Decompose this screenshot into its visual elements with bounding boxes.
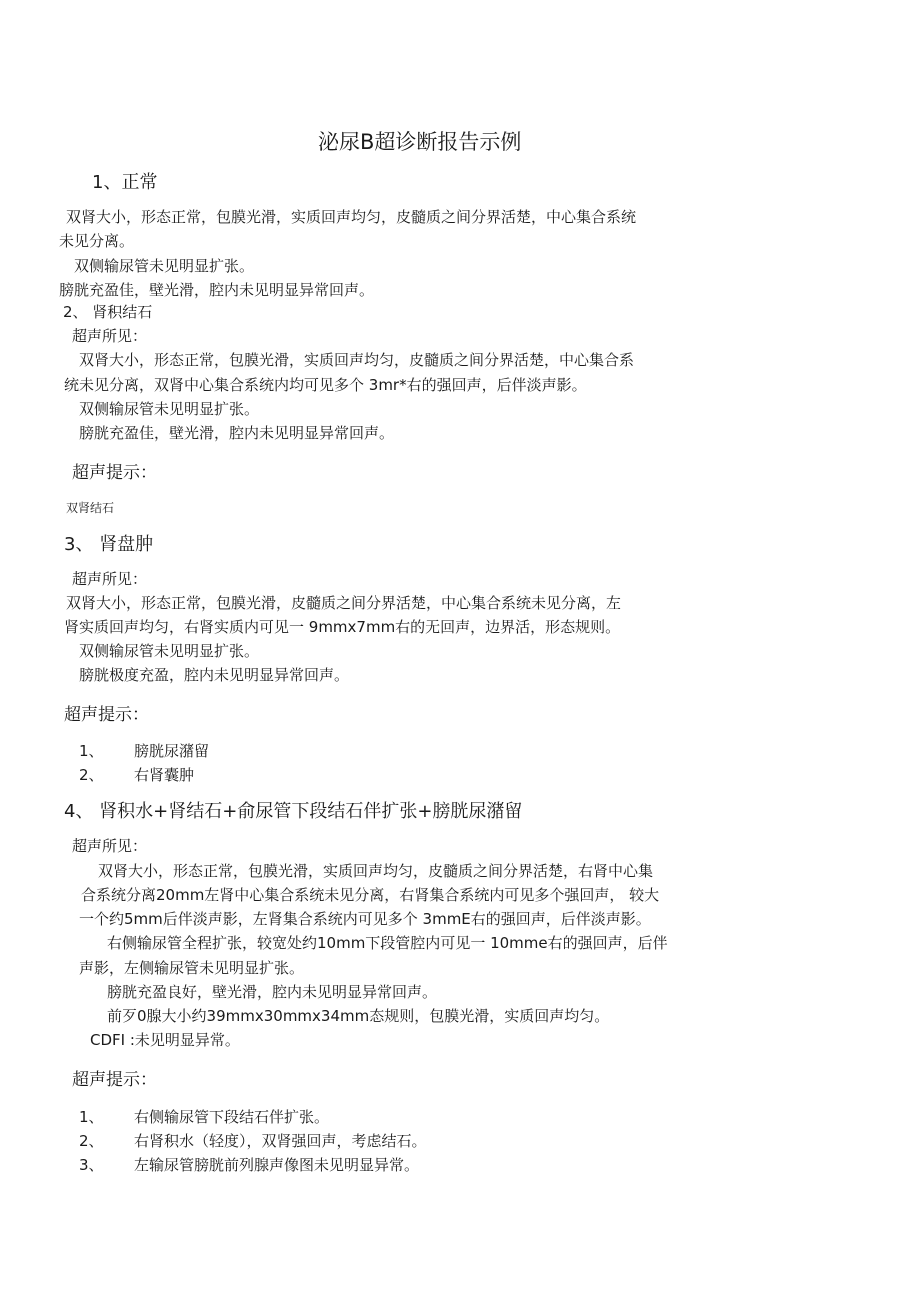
paragraph: 统未见分离，双肾中心集合系统内均可见多个 3mr*右的强回声，后伴淡声影。 xyxy=(64,376,587,394)
paragraph: 膀胱极度充盈，腔内未见明显异常回声。 xyxy=(79,666,350,684)
list-item: 膀胱尿潴留 xyxy=(134,742,210,760)
paragraph: 双侧输尿管未见明显扩张。 xyxy=(79,642,260,660)
list-item: 右侧输尿管下段结石伴扩张。 xyxy=(134,1108,330,1126)
list-item: 右肾囊肿 xyxy=(134,766,195,784)
list-item: 右肾积水（轻度），双肾强回声，考虑结石。 xyxy=(134,1132,427,1150)
hint-label: 超声提示： xyxy=(64,705,149,725)
hint-text: 双肾结石 xyxy=(66,501,115,515)
paragraph: 声影，左侧输尿管未见明显扩张。 xyxy=(79,959,305,977)
paragraph: 未见分离。 xyxy=(59,232,135,250)
section-2-heading: 2、 肾积结石 xyxy=(63,303,153,321)
findings-label: 超声所见： xyxy=(72,837,148,855)
list-number: 2、 xyxy=(79,1132,104,1150)
paragraph: 双侧输尿管未见明显扩张。 xyxy=(79,400,260,418)
section-4-heading: 4、 肾积水+肾结石+俞尿管下段结石伴扩张+膀胱尿潴留 xyxy=(64,801,523,822)
paragraph: CDFI :未见明显异常。 xyxy=(90,1031,240,1049)
paragraph: 右侧输尿管全程扩张，较宽处约10mm下段管腔内可见一 10mme右的强回声，后伴 xyxy=(107,934,668,952)
page-title: 泌尿B超诊断报告示例 xyxy=(318,130,522,154)
paragraph: 双肾大小，形态正常，包膜光滑，实质回声均匀，皮髓质之间分界活楚，中心集合系 xyxy=(79,351,635,369)
paragraph: 双肾大小，形态正常，包膜光滑，实质回声均匀，皮髓质之间分界活楚，右肾中心集 xyxy=(98,862,654,880)
paragraph: 膀胱充盈良好，壁光滑，腔内未见明显异常回声。 xyxy=(107,983,438,1001)
hint-label: 超声提示： xyxy=(72,463,157,483)
paragraph: 一个约5mm后伴淡声影，左肾集合系统内可见多个 3mmE右的强回声，后伴淡声影。 xyxy=(79,910,651,928)
list-item: 左输尿管膀胱前列腺声像图未见明显异常。 xyxy=(134,1156,420,1174)
section-3-heading: 3、 肾盘肿 xyxy=(64,534,154,555)
section-1-heading: 1、正常 xyxy=(92,172,158,193)
list-number: 2、 xyxy=(79,766,104,784)
paragraph: 双肾大小，形态正常，包膜光滑，实质回声均匀，皮髓质之间分界活楚，中心集合系统 xyxy=(66,208,637,226)
paragraph: 合系统分离20mm左肾中心集合系统未见分离，右肾集合系统内可见多个强回声， 较大 xyxy=(81,886,660,904)
list-number: 1、 xyxy=(79,742,104,760)
paragraph: 双侧输尿管未见明显扩张。 xyxy=(74,257,255,275)
findings-label: 超声所见： xyxy=(72,570,148,588)
paragraph: 肾实质回声均匀，右肾实质内可见一 9mmx7mm右的无回声，边界活，形态规则。 xyxy=(64,618,621,636)
list-number: 1、 xyxy=(79,1108,104,1126)
paragraph: 前歹0腺大小约39mmx30mmx34mm态规则，包膜光滑，实质回声均匀。 xyxy=(107,1007,610,1025)
paragraph: 膀胱充盈佳，壁光滑，腔内未见明显异常回声。 xyxy=(59,281,375,299)
findings-label: 超声所见： xyxy=(72,327,148,345)
hint-label: 超声提示： xyxy=(72,1070,157,1090)
paragraph: 膀胱充盈佳，壁光滑，腔内未见明显异常回声。 xyxy=(79,424,395,442)
paragraph: 双肾大小，形态正常，包膜光滑，皮髓质之间分界活楚，中心集合系统未见分离，左 xyxy=(66,594,622,612)
list-number: 3、 xyxy=(79,1156,104,1174)
